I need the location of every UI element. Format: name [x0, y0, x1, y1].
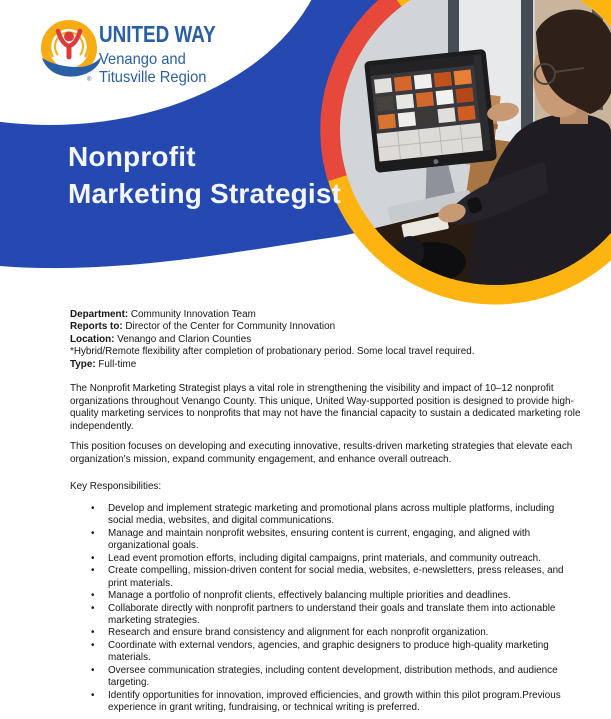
bullet-line: Create compelling, mission-driven content for social media, websites, e-newsletters, press releases, and	[108, 565, 564, 577]
bullet-item	[70, 565, 564, 590]
bullet-dot-icon: •	[91, 527, 95, 539]
job-meta	[70, 309, 550, 371]
meta-value: Full-time	[98, 358, 137, 370]
bullet-item	[70, 640, 550, 665]
meta-label: Type:	[70, 358, 99, 370]
job-title	[68, 138, 341, 212]
meta-value: *Hybrid/Remote flexibility after completion of probationary period. Some local travel required.	[70, 346, 475, 358]
bullet-line: print materials.	[108, 577, 173, 589]
bullet-line: Develop and implement strategic marketing and promotional plans across multiple platforms, including	[108, 502, 555, 514]
bullet-line: marketing strategies.	[108, 615, 200, 627]
bullet-line: Manage and maintain nonprofit websites, ensuring content is current, engaging, and aligned with	[108, 527, 531, 539]
bullet-dot-icon: •	[91, 502, 95, 514]
photo-thumbnails	[374, 70, 476, 130]
bullet-line: Collaborate directly with nonprofit partners to understand their goals and translate them into actionable	[108, 602, 556, 614]
bullet-item	[70, 528, 550, 553]
org-region-line2: Titusville Region	[99, 68, 207, 86]
bullet-item	[70, 664, 558, 690]
bullet-line: Coordinate with external vendors, agencies, and graphic designers to produce high-quality marketing	[108, 639, 549, 651]
bullet-item	[70, 502, 555, 528]
bullet-dot-icon: •	[91, 602, 95, 614]
meta-line	[70, 346, 550, 358]
bullet-dot-icon: •	[91, 552, 95, 564]
paragraphs	[70, 383, 581, 466]
document-body	[70, 309, 581, 715]
meta-value: Community Innovation Team	[130, 309, 256, 320]
meta-label: Department:	[70, 309, 131, 320]
paragraph-line: The Nonprofit Marketing Strategist plays a vital role in strengthening the visibility and impact of 10–12 nonprofit	[70, 383, 554, 395]
paragraph	[70, 441, 573, 466]
bullet-line: Oversee communication strategies, including content development, distribution methods, and audience	[108, 664, 558, 676]
section-heading: Key Responsibilities:	[70, 480, 162, 492]
paragraph-line: organization's mission, expand community engagement, and enhance overall outreach.	[70, 453, 452, 465]
window-mullion	[521, 0, 533, 140]
registered-trademark: ®	[87, 77, 92, 83]
meta-line	[70, 321, 550, 333]
org-name: UNITED WAY	[99, 21, 216, 47]
bullet-dot-icon: •	[91, 689, 95, 701]
meta-label: Location:	[70, 333, 118, 345]
bullet-item	[70, 553, 550, 565]
bullet-line: Identify opportunities for innovation, improved efficiencies, and growth within this pilot program.Previous	[108, 689, 561, 701]
meta-line	[70, 334, 550, 346]
meta-label: Reports to:	[70, 321, 126, 333]
bullet-dot-icon: •	[91, 639, 95, 651]
bullet-item	[70, 590, 550, 602]
bullet-dot-icon: •	[91, 627, 95, 639]
job-title-line1: Nonprofit	[68, 141, 196, 172]
paragraph-line: quality marketing services to nonprofits that may not have the financial capacity to sustain a dedicated marketing role	[70, 408, 581, 420]
meta-line	[70, 359, 550, 371]
bullet-line: Lead event promotion efforts, including digital campaigns, print materials, and community outreach.	[108, 552, 541, 564]
bullet-line: targeting.	[108, 677, 150, 689]
bullet-line: Manage a portfolio of nonprofit clients, effectively balancing multiple priorities and deadlines.	[108, 590, 511, 602]
bullet-line: materials.	[108, 652, 151, 664]
bullet-item	[70, 689, 561, 715]
bullet-line: social media, websites, and digital communications.	[108, 515, 335, 527]
bullet-item	[70, 627, 550, 639]
bullet-item	[70, 602, 556, 628]
paragraph-line: independently.	[70, 420, 134, 432]
meta-value: Director of the Center for Community Innovation	[125, 321, 336, 333]
org-region-line1: Venango and	[99, 51, 186, 68]
logo-person-head	[64, 32, 74, 42]
meta-line	[70, 309, 550, 321]
logo-wordmark	[99, 21, 241, 86]
paragraph-line: This position focuses on developing and executing innovative, results-driven marketing strategies that elevate each	[70, 441, 573, 453]
paragraph-line: organizations throughout Venango County. This unique, United Way-supported position is designed to provide high-	[70, 395, 574, 407]
org-region	[99, 51, 230, 86]
bullet-line: experience in grant writing, fundraising, or technical writing is preferred.	[108, 702, 420, 714]
bullet-dot-icon: •	[91, 664, 95, 676]
responsibilities-list	[70, 502, 564, 715]
meta-value: Venango and Clarion Counties	[117, 333, 252, 345]
bullet-line: organizational goals.	[108, 540, 199, 552]
bullet-line: Research and ensure brand consistency and alignment for each nonprofit organization.	[108, 627, 489, 639]
paragraph	[70, 383, 581, 433]
job-title-line2: Marketing Strategist	[68, 178, 342, 209]
bullet-dot-icon: •	[91, 565, 95, 577]
bullet-dot-icon: •	[91, 590, 95, 602]
